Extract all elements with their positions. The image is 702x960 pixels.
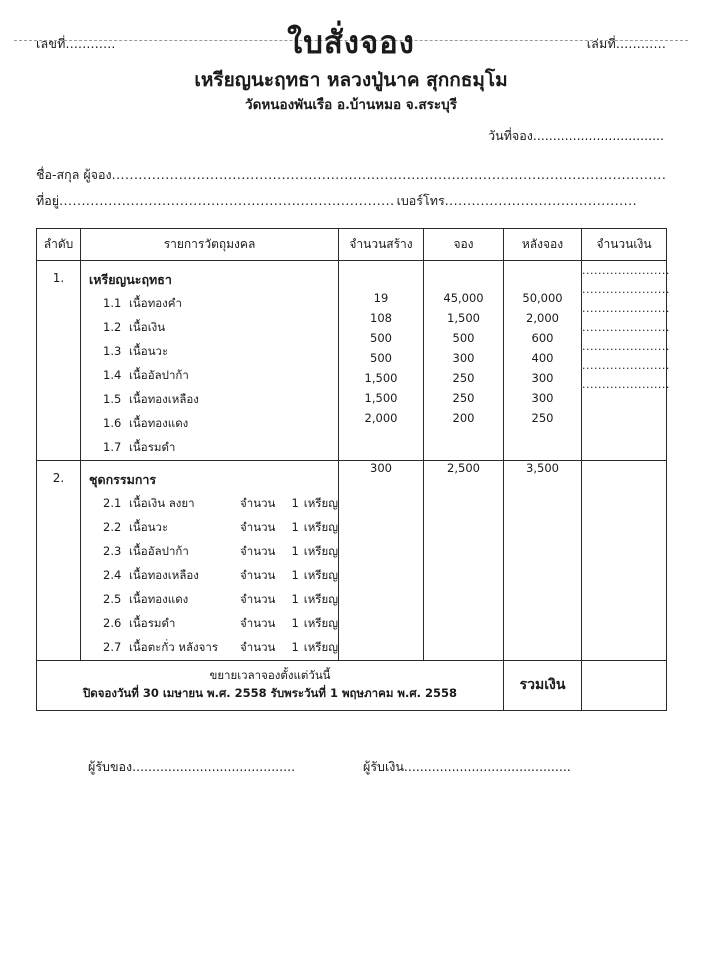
item-number: 2.3	[103, 544, 122, 559]
item-name: เนื้อทองแดง	[129, 592, 189, 607]
list-item	[81, 316, 338, 340]
item-name: เนื้อตะกั่ว หลังจาร	[129, 640, 219, 655]
item-name: เนื้อเงิน	[129, 320, 166, 335]
document-header	[36, 0, 666, 114]
item-name: เนื้อทองแดง	[129, 416, 189, 431]
customer-address-input[interactable]: ...........................................................................	[59, 192, 395, 208]
customer-name-label: ชื่อ-สกุล ผู้จอง	[36, 166, 112, 182]
made-qty-value: 19	[373, 291, 389, 306]
section-1-index: 1.	[37, 261, 81, 461]
section-1-made-column	[339, 261, 424, 461]
customer-phone-input[interactable]: ...........................................	[444, 192, 638, 208]
item-quantity: จำนวน 1 เหรียญ	[240, 640, 338, 655]
item-name: เนื้ออัลปาก้า	[129, 544, 189, 559]
reserve-price-value: 500	[452, 331, 475, 346]
post-reserve-price-value: 300	[531, 391, 554, 406]
post-reserve-price-value: 400	[531, 351, 554, 366]
list-item	[81, 340, 338, 364]
list-item	[81, 588, 338, 612]
reserve-price-value: 300	[452, 351, 475, 366]
item-quantity: จำนวน 1 เหรียญ	[240, 496, 338, 511]
list-item	[81, 492, 338, 516]
column-header-post-reserve-price: หลังจอง	[504, 229, 582, 261]
post-reserve-price-value: 600	[531, 331, 554, 346]
list-item	[81, 612, 338, 636]
table-row-section-1	[37, 261, 667, 461]
item-number: 2.2	[103, 520, 122, 535]
table-footer-row	[37, 661, 667, 711]
item-number: 2.1	[103, 496, 122, 511]
section-2-index: 2.	[37, 461, 81, 661]
item-name: เนื้อเงิน ลงยา	[129, 496, 195, 511]
column-header-description: รายการวัตถุมงคล	[81, 229, 339, 261]
item-name: เนื้อนวะ	[129, 520, 169, 535]
item-number: 2.7	[103, 640, 122, 655]
amount-input[interactable]: ......................	[582, 264, 670, 278]
item-number: 1.7	[103, 440, 122, 455]
total-label: รวมเงิน	[504, 661, 582, 711]
order-items-table	[36, 228, 670, 711]
customer-name-input[interactable]: ............................................................................................................................	[111, 166, 666, 182]
item-name: เนื้อทองเหลือง	[129, 568, 199, 583]
list-item	[81, 388, 338, 412]
list-item	[81, 364, 338, 388]
signature-receiver-money[interactable]: ผู้รับเงิน..........................................	[363, 758, 571, 774]
reserve-price-value: 1,500	[447, 311, 480, 326]
deadline-note-line1: ขยายเวลาจองตั้งแต่วันนี้	[209, 668, 331, 683]
section-2-reserve-price: 2,500	[424, 461, 504, 661]
reserve-price-value: 45,000	[443, 291, 484, 306]
column-header-amount: จำนวนเงิน	[582, 229, 667, 261]
made-qty-value: 1,500	[364, 371, 398, 386]
item-number: 1.6	[103, 416, 122, 431]
list-item	[81, 292, 338, 316]
item-quantity: จำนวน 1 เหรียญ	[240, 568, 338, 583]
item-quantity: จำนวน 1 เหรียญ	[240, 616, 338, 631]
amount-input[interactable]: ......................	[582, 302, 670, 316]
amount-input[interactable]: ......................	[582, 340, 670, 354]
list-item	[81, 564, 338, 588]
customer-address-label: ที่อยู่	[36, 192, 60, 208]
column-header-index: ลำดับ	[37, 229, 81, 261]
made-qty-value: 1,500	[364, 391, 398, 406]
subtitle-amulet-name: เหรียญนะฤทธา หลวงปู่นาค สุกกธมุโม	[194, 68, 508, 91]
customer-phone-label: เบอร์โทร	[396, 192, 445, 208]
page-title: ใบสั่งจอง	[287, 25, 415, 61]
made-qty-value: 108	[370, 311, 392, 326]
amount-input[interactable]: ......................	[582, 378, 670, 392]
order-date-field[interactable]: วันที่จอง.................................	[488, 127, 664, 143]
list-item	[81, 636, 338, 660]
item-quantity: จำนวน 1 เหรียญ	[240, 592, 338, 607]
book-number-label: เล่มที่............	[586, 36, 666, 51]
section-2-amount-input[interactable]	[582, 461, 667, 661]
section-1-reserve-column	[424, 261, 504, 461]
subtitle-temple-location: วัดหนองพันเรือ อ.บ้านหมอ จ.สระบุรี	[245, 97, 457, 114]
column-header-made-qty: จำนวนสร้าง	[339, 229, 424, 261]
item-name: เนื้อทองเหลือง	[129, 392, 199, 407]
column-header-reserve-price: จอง	[424, 229, 504, 261]
item-number: 1.3	[103, 344, 122, 359]
item-name: เนื้ออัลปาก้า	[129, 368, 189, 383]
document-number-label: เลขที่............	[36, 36, 116, 51]
amount-input[interactable]: ......................	[582, 359, 670, 373]
post-reserve-price-value: 250	[531, 411, 554, 426]
item-name: เนื้อทองคำ	[129, 296, 182, 311]
reserve-price-value: 200	[452, 411, 475, 426]
section-2-title: ชุดกรรมการ	[89, 472, 157, 488]
section-2-made-qty: 300	[339, 461, 424, 661]
made-qty-value: 500	[370, 331, 392, 346]
made-qty-value: 2,000	[364, 411, 398, 426]
list-item	[81, 412, 338, 436]
customer-address-row[interactable]	[36, 188, 666, 214]
section-1-description	[81, 261, 339, 461]
table-row-section-2	[37, 461, 667, 661]
deadline-note-line2: ปิดจองวันที่ 30 เมษายน พ.ศ. 2558 รับพระวันที่ 1 พฤษภาคม พ.ศ. 2558	[82, 685, 458, 700]
section-1-post-column	[504, 261, 582, 461]
section-1-title: เหรียญนะฤทธา	[89, 272, 172, 288]
item-number: 2.4	[103, 568, 122, 583]
list-item	[81, 540, 338, 564]
section-1-amount-column[interactable]	[582, 261, 670, 461]
deadline-note	[37, 661, 504, 711]
list-item	[81, 516, 338, 540]
customer-name-row[interactable]	[36, 162, 666, 188]
made-qty-value: 500	[370, 351, 392, 366]
item-quantity: จำนวน 1 เหรียญ	[240, 520, 338, 535]
amount-input[interactable]: ......................	[582, 321, 670, 335]
item-number: 2.5	[103, 592, 122, 607]
signature-area	[36, 757, 666, 777]
reserve-price-value: 250	[452, 371, 475, 386]
customer-fields	[36, 162, 666, 215]
post-reserve-price-value: 300	[531, 371, 554, 386]
item-name: เนื้อรมดำ	[129, 616, 176, 631]
table-header-row	[37, 229, 667, 261]
reserve-price-value: 250	[452, 391, 475, 406]
total-amount-input[interactable]	[582, 661, 667, 711]
item-number: 1.4	[103, 368, 122, 383]
post-reserve-price-value: 2,000	[526, 311, 559, 326]
item-number: 1.1	[103, 296, 122, 311]
amount-input[interactable]: ......................	[582, 283, 670, 297]
section-2-post-reserve-price: 3,500	[504, 461, 582, 661]
item-quantity: จำนวน 1 เหรียญ	[240, 544, 338, 559]
list-item	[81, 436, 338, 460]
section-2-description	[81, 461, 339, 661]
item-number: 2.6	[103, 616, 122, 631]
item-number: 1.5	[103, 392, 122, 407]
signature-receiver-goods[interactable]: ผู้รับของ.........................................	[88, 758, 296, 774]
item-name: เนื้อนวะ	[129, 344, 169, 359]
item-number: 1.2	[103, 320, 122, 335]
item-name: เนื้อรมดำ	[129, 440, 176, 455]
post-reserve-price-value: 50,000	[522, 291, 563, 306]
